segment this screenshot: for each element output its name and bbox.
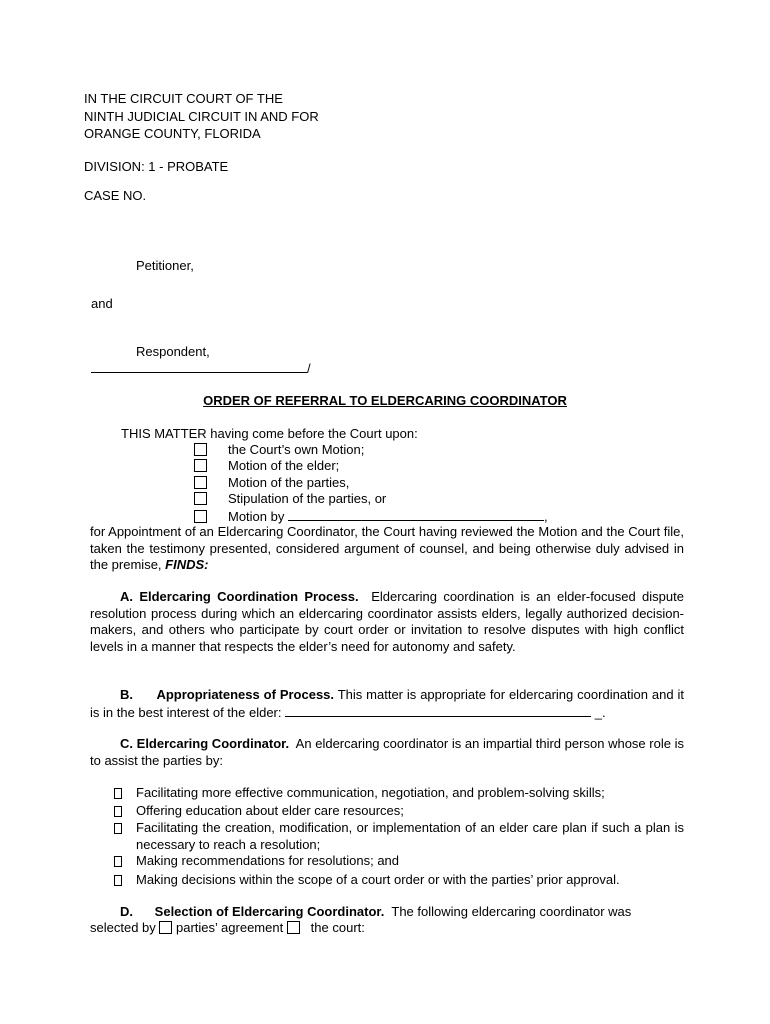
section-a xyxy=(90,589,684,655)
section-c xyxy=(90,736,684,769)
section-a-heading: A. Eldercaring Coordination Process. xyxy=(120,589,359,604)
list-item xyxy=(114,853,684,870)
list-item xyxy=(114,803,684,820)
case-number-label: CASE NO. xyxy=(84,188,147,203)
section-d-text: The following eldercaring coordinator was xyxy=(391,904,632,919)
option-motion-of-elder[interactable] xyxy=(194,458,339,474)
bullet-text: Offering education about elder care resources; xyxy=(136,803,404,818)
bullet-box-icon xyxy=(114,806,122,817)
and-word: and xyxy=(91,296,113,311)
selected-by-label: selected by xyxy=(90,920,156,935)
bullet-text: Making decisions within the scope of a court order or with the parties’ prior approval. xyxy=(136,872,620,887)
option-motion-by[interactable] xyxy=(194,508,548,524)
court-header-line1: IN THE CIRCUIT COURT OF THE xyxy=(84,91,283,106)
option-motion-of-parties[interactable] xyxy=(194,475,349,491)
motion-by-suffix: , xyxy=(544,509,548,524)
section-b-label: B. xyxy=(120,687,133,702)
section-a-text: Eldercaring coordination is an elder-focused dispute resolution process during which an eldercaring coordinator assists elders, legally authorized decision-makers, and others who participate by court order or invitation to resolve disputes with high conflict levels in a manner that respects the elder’s need for autonomy and safety. xyxy=(90,589,684,654)
section-b-heading: Appropriateness of Process. xyxy=(156,687,335,702)
bullet-box-icon xyxy=(114,788,122,799)
bullet-text: Facilitating the creation, modification, or implementation of an elder care plan if such a plan is necessary to reach a resolution; xyxy=(136,820,684,852)
section-d-heading: Selection of Eldercaring Coordinator. xyxy=(154,904,385,919)
caption-line xyxy=(91,360,311,377)
option-label: Motion by xyxy=(228,509,285,524)
checkbox-motion-by[interactable] xyxy=(194,510,207,523)
selected-by-line xyxy=(90,920,365,936)
parties-agreement-label: parties’ agreement xyxy=(176,920,284,935)
court-header-line3: ORANGE COUNTY, FLORIDA xyxy=(84,126,261,141)
section-d-label: D. xyxy=(120,904,133,919)
section-b-end: _. xyxy=(594,704,606,720)
petitioner-label: Petitioner, xyxy=(136,258,194,273)
bullet-box-icon xyxy=(114,875,122,886)
the-court-label: the court: xyxy=(310,920,365,935)
caption-underline xyxy=(91,360,307,373)
appointment-text: for Appointment of an Eldercaring Coordinator, the Court having reviewed the Motion and the Court file, taken the testimony presented, considered argument of counsel, and being otherwise duly advised in the premise, xyxy=(90,524,684,572)
section-d xyxy=(90,904,684,921)
section-c-heading: C. Eldercaring Coordinator. xyxy=(120,736,290,751)
list-item xyxy=(114,872,684,889)
checkbox-courts-own-motion[interactable] xyxy=(194,443,207,456)
appointment-paragraph xyxy=(90,524,684,574)
respondent-label: Respondent, xyxy=(136,344,210,359)
bullet-text: Making recommendations for resolutions; and xyxy=(136,853,400,868)
section-c-text: An eldercaring coordinator is an impartial third person whose role is to assist the parties by: xyxy=(90,736,684,768)
motion-by-blank[interactable] xyxy=(288,508,544,521)
order-title: ORDER OF REFERRAL TO ELDERCARING COORDINATOR xyxy=(203,393,567,408)
division-label: DIVISION: 1 - PROBATE xyxy=(84,159,229,174)
checkbox-motion-of-parties[interactable] xyxy=(194,476,207,489)
checkbox-the-court[interactable] xyxy=(287,921,300,934)
checkbox-stipulation[interactable] xyxy=(194,492,207,505)
bullet-box-icon xyxy=(114,823,122,834)
option-label: Motion of the elder; xyxy=(228,458,340,473)
option-courts-own-motion[interactable] xyxy=(194,442,364,458)
bullet-box-icon xyxy=(114,856,122,867)
caption-slash: / xyxy=(307,361,311,376)
finds-label: FINDS: xyxy=(165,557,209,572)
bullet-text: Facilitating more effective communication, negotiation, and problem-solving skills; xyxy=(136,785,605,800)
section-b-text: This matter is appropriate for eldercaring coordination and it is in the best interest of the elder: xyxy=(90,687,684,720)
option-label: the Court’s own Motion; xyxy=(228,442,365,457)
court-header-line2: NINTH JUDICIAL CIRCUIT IN AND FOR xyxy=(84,109,319,124)
option-label: Motion of the parties, xyxy=(228,475,350,490)
checkbox-motion-of-elder[interactable] xyxy=(194,459,207,472)
list-item xyxy=(114,785,684,802)
list-item xyxy=(114,820,684,853)
option-stipulation[interactable] xyxy=(194,491,386,507)
best-interest-blank[interactable] xyxy=(285,704,591,717)
intro-text: THIS MATTER having come before the Court upon: xyxy=(121,426,418,441)
checkbox-parties-agreement[interactable] xyxy=(159,921,172,934)
section-b xyxy=(90,687,684,721)
option-label: Stipulation of the parties, or xyxy=(228,491,387,506)
